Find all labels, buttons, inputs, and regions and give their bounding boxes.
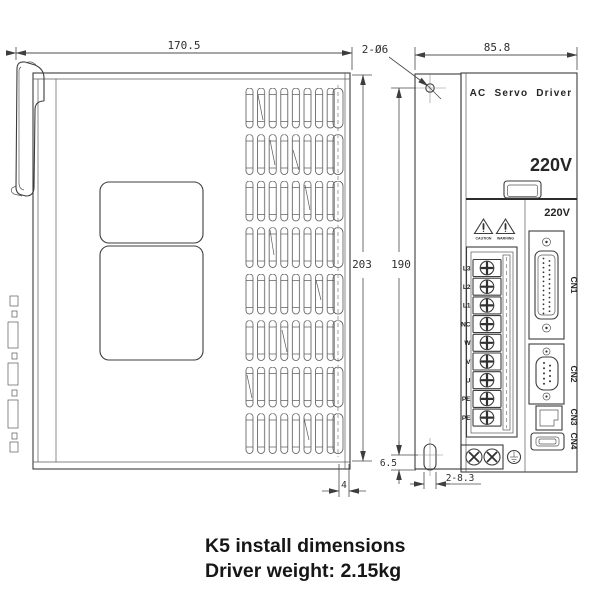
side-clip-tabs — [8, 296, 18, 452]
terminal-label: L3 — [462, 265, 471, 273]
caption-line2: Driver weight: 2.15kg — [205, 560, 402, 582]
ground-terminal-icon — [508, 451, 521, 464]
voltage-label-small: 220V — [544, 207, 570, 219]
svg-text:2-8.3: 2-8.3 — [445, 473, 475, 484]
terminal-label: W — [464, 340, 471, 348]
terminal-block — [461, 247, 517, 437]
dim-front-width — [415, 41, 577, 70]
pull-handle[interactable] — [504, 181, 541, 198]
dim-bottom-slots — [410, 472, 481, 489]
terminal-label: U — [465, 377, 471, 385]
front-body-outline — [461, 73, 577, 472]
warning-triangle-icon — [497, 219, 515, 241]
caption — [205, 535, 406, 582]
svg-text:85.8: 85.8 — [483, 41, 511, 54]
bottom-mounting-slot — [417, 438, 443, 476]
cn4-connector[interactable] — [531, 433, 564, 450]
cn3-connector[interactable] — [536, 406, 562, 430]
front-view — [414, 73, 579, 476]
svg-text:6.5: 6.5 — [379, 458, 397, 469]
dim-bottom-offset — [380, 441, 416, 484]
terminal-label: PE — [461, 414, 471, 422]
screw-terminal-1[interactable] — [466, 449, 482, 465]
side-label-recess-top — [100, 182, 203, 243]
svg-text:2-Ø6: 2-Ø6 — [361, 43, 389, 56]
caption-line1: K5 install dimensions — [205, 535, 406, 557]
svg-text:190: 190 — [391, 258, 411, 271]
cn1-connector[interactable] — [529, 231, 564, 339]
svg-text:4: 4 — [341, 480, 347, 491]
side-label-recess-bottom — [100, 246, 203, 360]
caution-label: CAUTION — [475, 236, 492, 241]
bottom-screw-panel — [461, 445, 521, 469]
vent-slot-grid — [244, 85, 344, 460]
terminal-label: PE — [461, 396, 471, 404]
side-view — [8, 62, 350, 469]
cn2-label: CN2 — [569, 365, 579, 383]
dim-top-holes — [362, 43, 441, 99]
cn4-label: CN4 — [569, 432, 579, 450]
terminal-rows — [461, 260, 501, 427]
terminal-label: V — [466, 358, 471, 366]
cn1-label: CN1 — [569, 276, 579, 294]
screw-terminal-2[interactable] — [484, 449, 500, 465]
front-flange — [415, 74, 461, 469]
cn3-label: CN3 — [569, 408, 579, 426]
cn2-connector[interactable] — [529, 344, 564, 404]
mounting-bracket — [11, 62, 44, 196]
voltage-label-large: 220V — [529, 155, 572, 175]
caution-warning-icons — [475, 219, 515, 241]
device-title: AC Servo Driver — [469, 88, 573, 99]
terminal-label: L1 — [462, 302, 471, 310]
dim-hole-spacing — [391, 88, 418, 455]
dim-side-width — [16, 39, 352, 70]
svg-text:203: 203 — [352, 258, 372, 271]
dim-side-height — [352, 75, 372, 461]
svg-text:170.5: 170.5 — [167, 39, 201, 52]
terminal-label: L2 — [462, 284, 471, 291]
terminal-label: NC — [461, 321, 471, 329]
warning-label: WARNING — [497, 236, 514, 241]
caution-triangle-icon — [475, 219, 493, 241]
